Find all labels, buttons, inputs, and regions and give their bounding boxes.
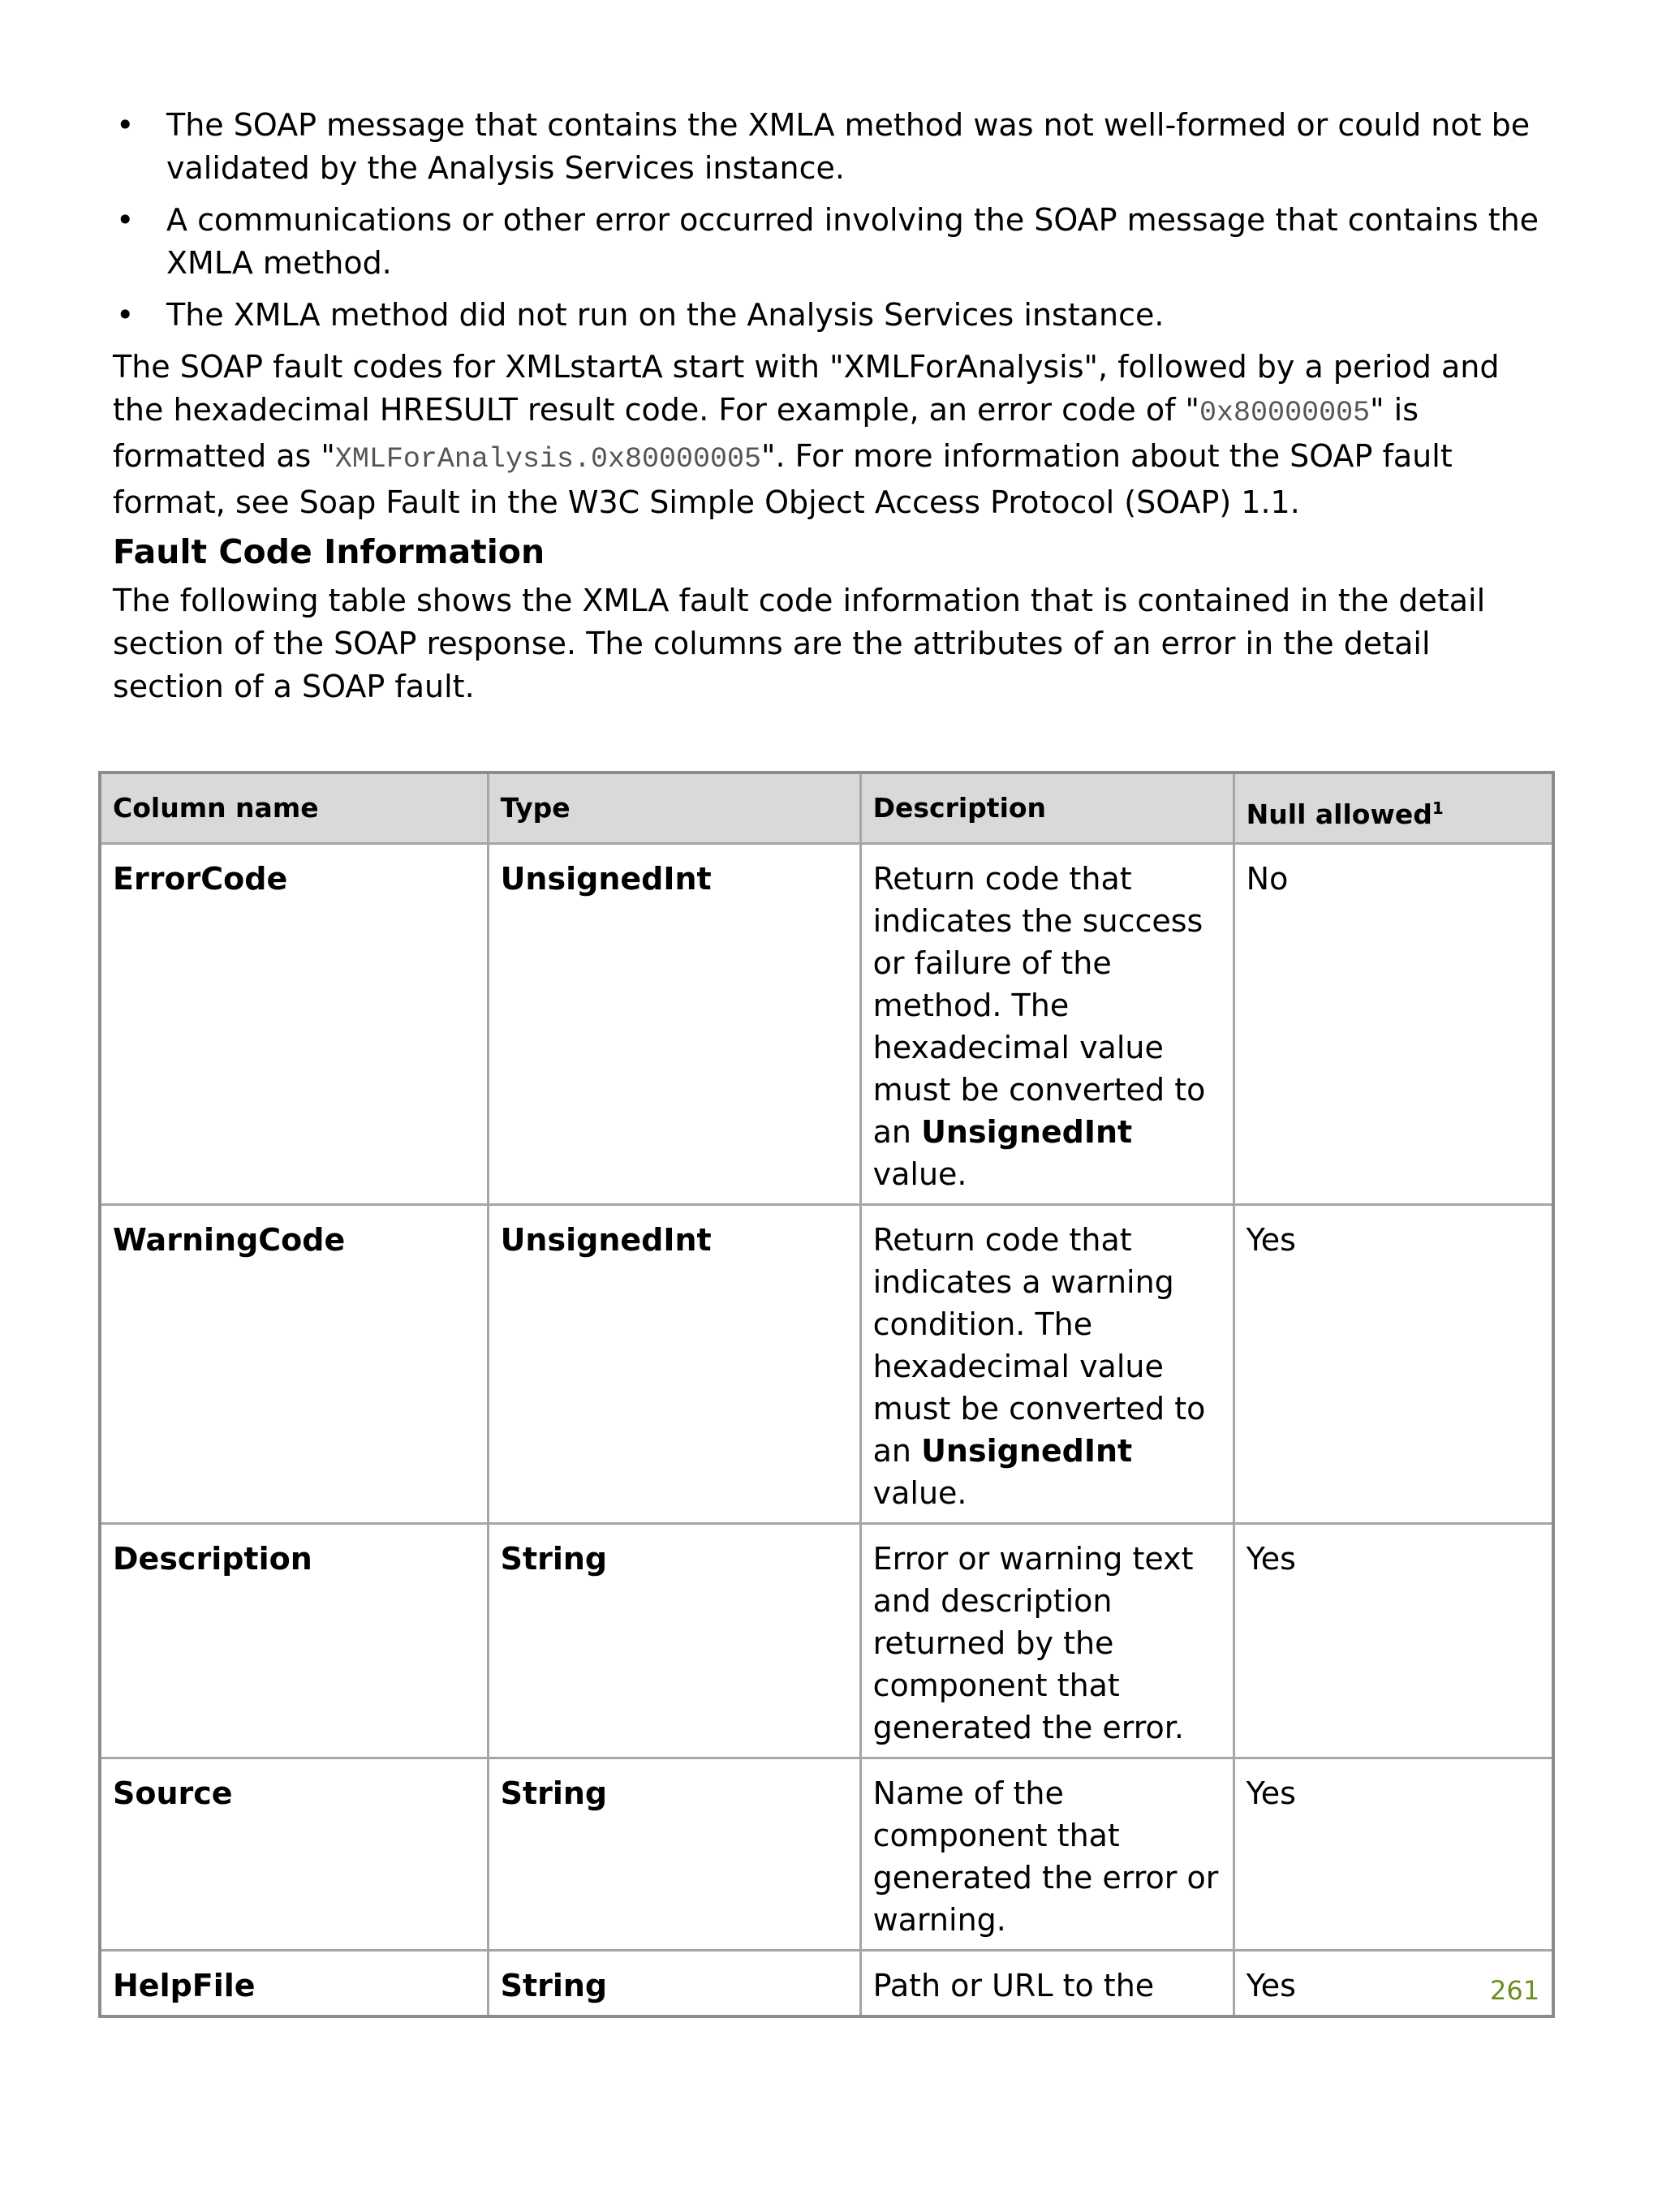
cell-type: String [488,1524,860,1758]
cell-null-allowed: Yes [1234,1524,1553,1758]
cell-type: UnsignedInt [488,844,860,1205]
section-heading: Fault Code Information [113,532,545,571]
para-text: " is formatted as " [113,392,1419,474]
description-text: value. [872,1156,967,1192]
cell-description: Name of the component that generated the error or warning. [860,1758,1234,1951]
column-header-label: Null allowed [1246,798,1432,830]
table-intro-paragraph: The following table shows the XMLA fault code information that is contained in the detail section of the SOAP response. The columns are the attributes of an error in the detail section of a SOAP fault. [113,583,1486,704]
cell-null-allowed: Yes [1234,1758,1553,1951]
para-text: The SOAP fault codes for XMLstartA start with "XMLForAnalysis", followed by a period and the hexadecimal HRESULT result code. For example, an error code of " [113,349,1500,428]
cell-type: UnsignedInt [488,1205,860,1524]
cell-column-name: WarningCode [100,1205,488,1524]
column-header: Column name [100,772,488,844]
cell-type: String [488,1758,860,1951]
inline-code: 0x80000005 [1199,397,1371,429]
table-row [100,1758,1553,1951]
footnote-marker: 1 [1432,798,1444,818]
column-header [1234,772,1553,844]
description-text: Return code that indicates a warning condition. The hexadecimal value must be converted to an [872,1222,1206,1469]
cell-null-allowed: Yes [1234,1205,1553,1524]
description-text: value. [872,1475,967,1511]
bullet-item: • The SOAP message that contains the XMLA method was not well-formed or could not be validated by the Analysis Services instance. [113,104,1541,190]
cell-column-name: Description [100,1524,488,1758]
cell-description: Path or URL to the [860,1951,1234,2017]
table-row [100,844,1553,1205]
cell-column-name: Source [100,1758,488,1951]
table-row [100,1951,1553,2017]
bullet-item: • The XMLA method did not run on the Analysis Services instance. [113,294,1541,337]
table-row [100,1524,1553,1758]
description-bold: UnsignedInt [921,1433,1133,1469]
cell-null-allowed: Yes [1234,1951,1553,2017]
column-header: Type [488,772,860,844]
cell-column-name: ErrorCode [100,844,488,1205]
cell-description [860,844,1234,1205]
bullet-item: • A communications or other error occurred involving the SOAP message that contains the XMLA method. [113,199,1541,285]
cell-null-allowed: No [1234,844,1553,1205]
cell-description [860,1205,1234,1524]
table-header-row [100,772,1553,844]
page-number: 261 [1490,1975,1540,2006]
table-row [100,1205,1553,1524]
fault-code-table [98,771,1555,2018]
cell-description: Error or warning text and description returned by the component that generated the error. [860,1524,1234,1758]
cell-column-name: HelpFile [100,1951,488,2017]
description-bold: UnsignedInt [921,1114,1133,1150]
column-header: Description [860,772,1234,844]
bullet-list [113,104,1541,337]
para-text: ". For more information about the SOAP fault format, see Soap Fault in the W3C Simple Object Access Protocol (SOAP) 1.1. [113,438,1453,520]
cell-type: String [488,1951,860,2017]
fault-code-paragraph [113,346,1541,524]
page-content [113,104,1541,708]
description-text: Return code that indicates the success or failure of the method. The hexadecimal value must be converted to an [872,861,1206,1150]
inline-code: XMLForAnalysis.0x80000005 [334,443,761,476]
